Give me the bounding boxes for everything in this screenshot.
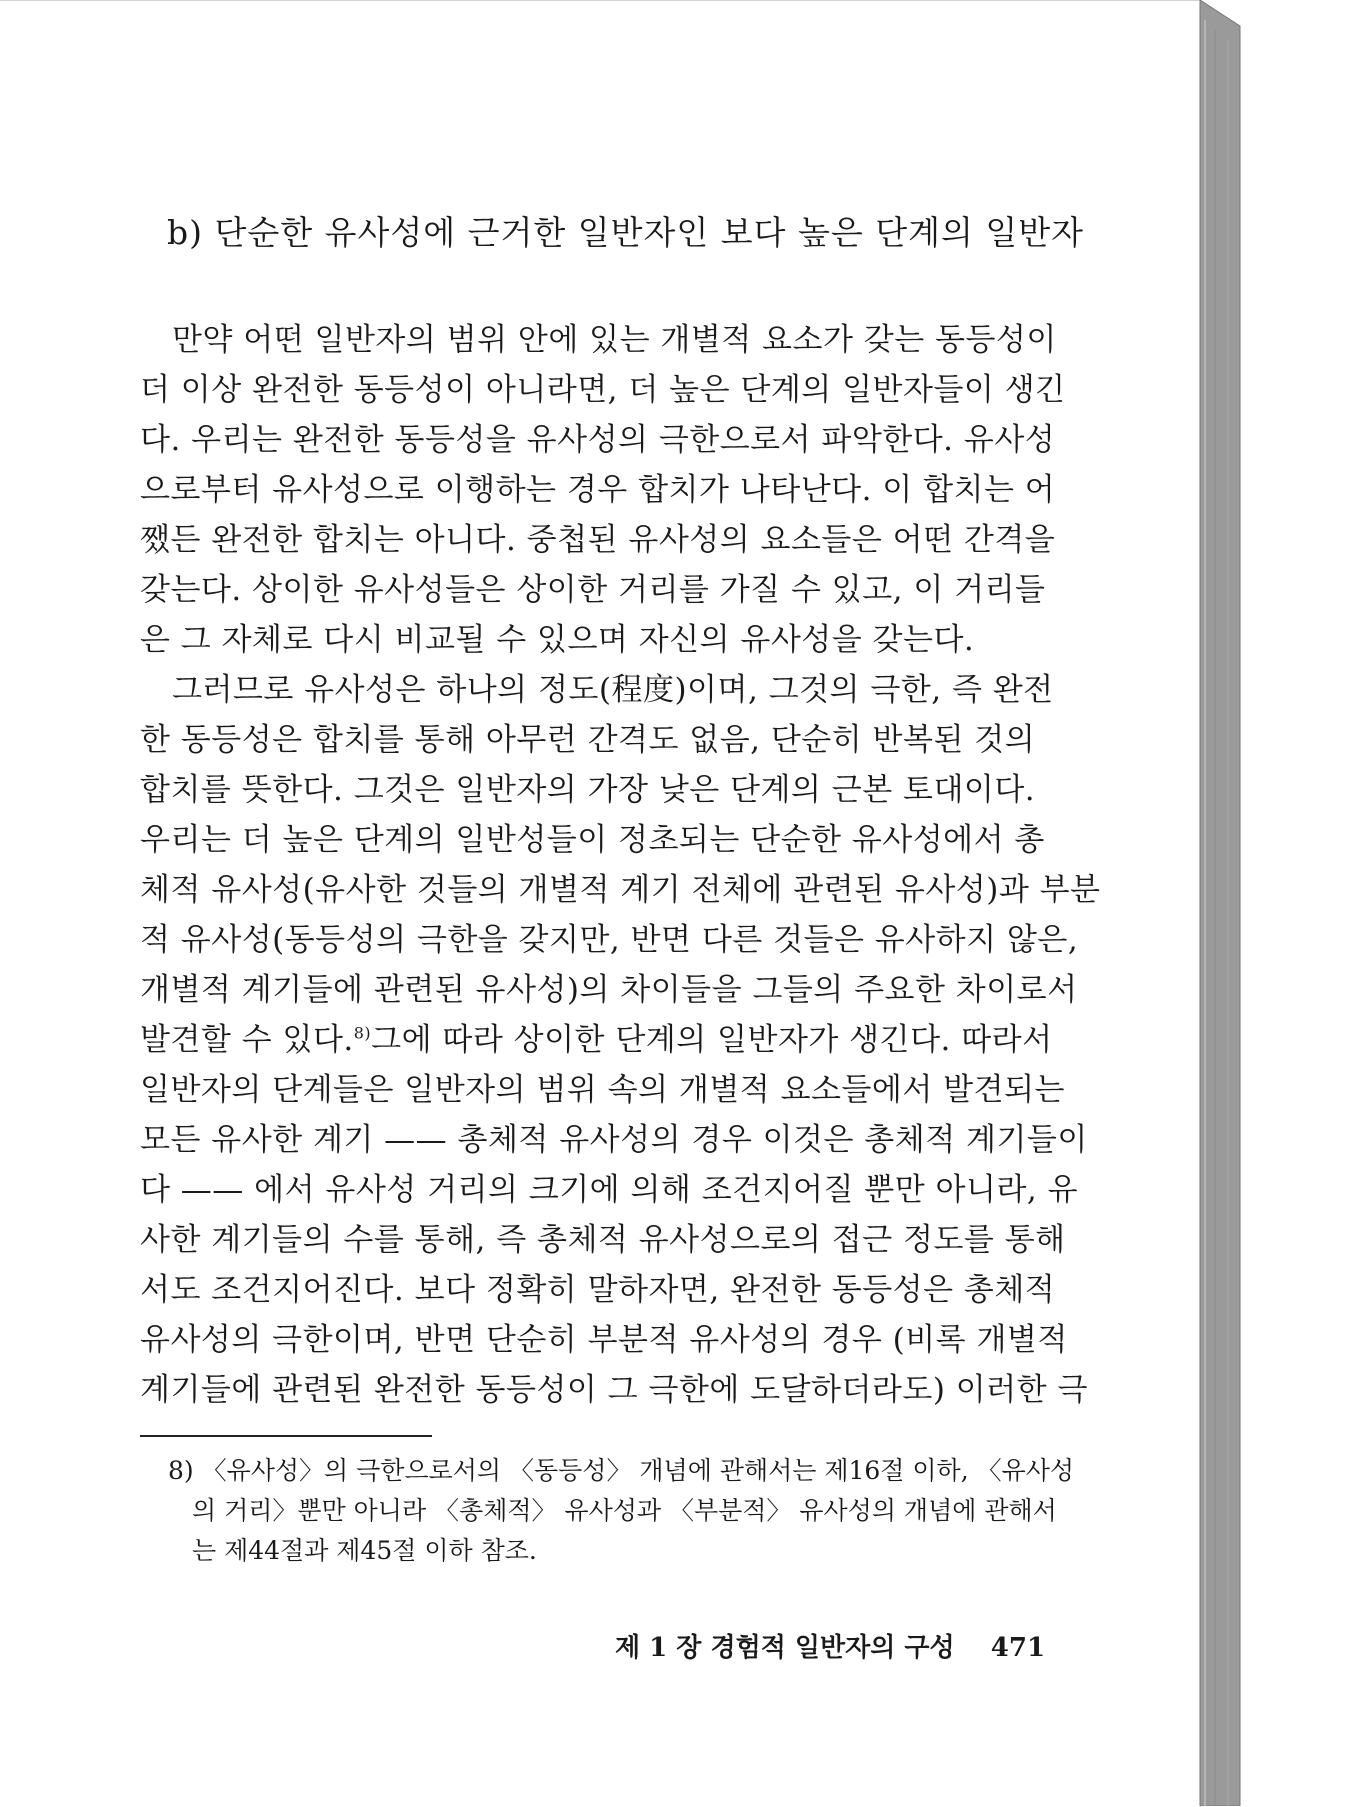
- body-line: 사한 계기들의 수를 통해, 즉 총체적 유사성으로의 접근 정도를 통해: [140, 1222, 1066, 1258]
- page-number: 471: [990, 1633, 1046, 1663]
- body-line: 우리는 더 높은 단계의 일반성들이 정초되는 단순한 유사성에서 총: [140, 822, 1045, 858]
- body-line: 모든 유사한 계기 —— 총체적 유사성의 경우 이것은 총체적 계기들이: [140, 1122, 1088, 1158]
- body-line: 갖는다. 상이한 유사성들은 상이한 거리를 가질 수 있고, 이 거리들: [140, 572, 1046, 608]
- footnote-line: 는 제44절과 제45절 이하 참조.: [192, 1536, 537, 1565]
- body-line-segment: 그에 따라 상이한 단계의 일반자가 생긴다. 따라서: [371, 1022, 1053, 1058]
- footnote-line: 8) 〈유사성〉의 극한으로서의 〈동등성〉 개념에 관해서는 제16절 이하, 〈유사성: [168, 1456, 1075, 1485]
- body-line: 유사성의 극한이며, 반면 단순히 부분적 유사성의 경우 (비록 개별적: [140, 1322, 1068, 1358]
- body-line: 다 —— 에서 유사성 거리의 크기에 의해 조건지어질 뿐만 아니라, 유: [140, 1172, 1079, 1208]
- body-line: 계기들에 관련된 완전한 동등성이 그 극한에 도달하더라도) 이러한 극: [140, 1372, 1088, 1408]
- chapter-title: 제 1 장 경험적 일반자의 구성: [615, 1633, 955, 1663]
- body-line: 만약 어떤 일반자의 범위 안에 있는 개별적 요소가 갖는 동등성이: [172, 322, 1057, 358]
- body-line: 은 그 자체로 다시 비교될 수 있으며 자신의 유사성을 갖는다.: [140, 622, 975, 658]
- body-line: 그러므로 유사성은 하나의 정도(程度)이며, 그것의 극한, 즉 완전: [172, 672, 1054, 708]
- body-line: 적 유사성(동등성의 극한을 갖지만, 반면 다른 것들은 유사하지 않은,: [140, 922, 1079, 958]
- footnote-line: 의 거리〉뿐만 아니라 〈총체적〉 유사성과 〈부분적〉 유사성의 개념에 관해서: [192, 1496, 1057, 1525]
- body-line: 서도 조건지어진다. 보다 정확히 말하자면, 완전한 동등성은 총체적: [140, 1272, 1056, 1308]
- body-line: 다. 우리는 완전한 동등성을 유사성의 극한으로서 파악한다. 유사성: [140, 422, 1056, 458]
- body-line-segment: 발견할 수 있다.$^{8)}$: [140, 1022, 372, 1058]
- body-line: 체적 유사성(유사한 것들의 개별적 계기 전체에 관련된 유사성)과 부분: [140, 872, 1101, 908]
- body-line: 일반자의 단계들은 일반자의 범위 속의 개별적 요소들에서 발견되는: [140, 1072, 1065, 1108]
- body-line: 으로부터 유사성으로 이행하는 경우 합치가 나타난다. 이 합치는 어: [140, 472, 1056, 508]
- body-line: 개별적 계기들에 관련된 유사성)의 차이들을 그들의 주요한 차이로서: [140, 972, 1078, 1008]
- body-line: 쨌든 완전한 합치는 아니다. 중첩된 유사성의 요소들은 어떤 간격을: [140, 522, 1056, 558]
- body-line: 한 동등성은 합치를 통해 아무런 간격도 없음, 단순히 반복된 것의: [140, 722, 1036, 758]
- section-heading: b) 단순한 유사성에 근거한 일반자인 보다 높은 단계의 일반자: [167, 213, 1084, 252]
- footnote-reference: 8): [353, 1023, 372, 1043]
- body-line: 합치를 뜻한다. 그것은 일반자의 가장 낮은 단계의 근본 토대이다.: [140, 772, 1036, 808]
- body-line: 더 이상 완전한 동등성이 아니라면, 더 높은 단계의 일반자들이 생긴: [140, 372, 1066, 408]
